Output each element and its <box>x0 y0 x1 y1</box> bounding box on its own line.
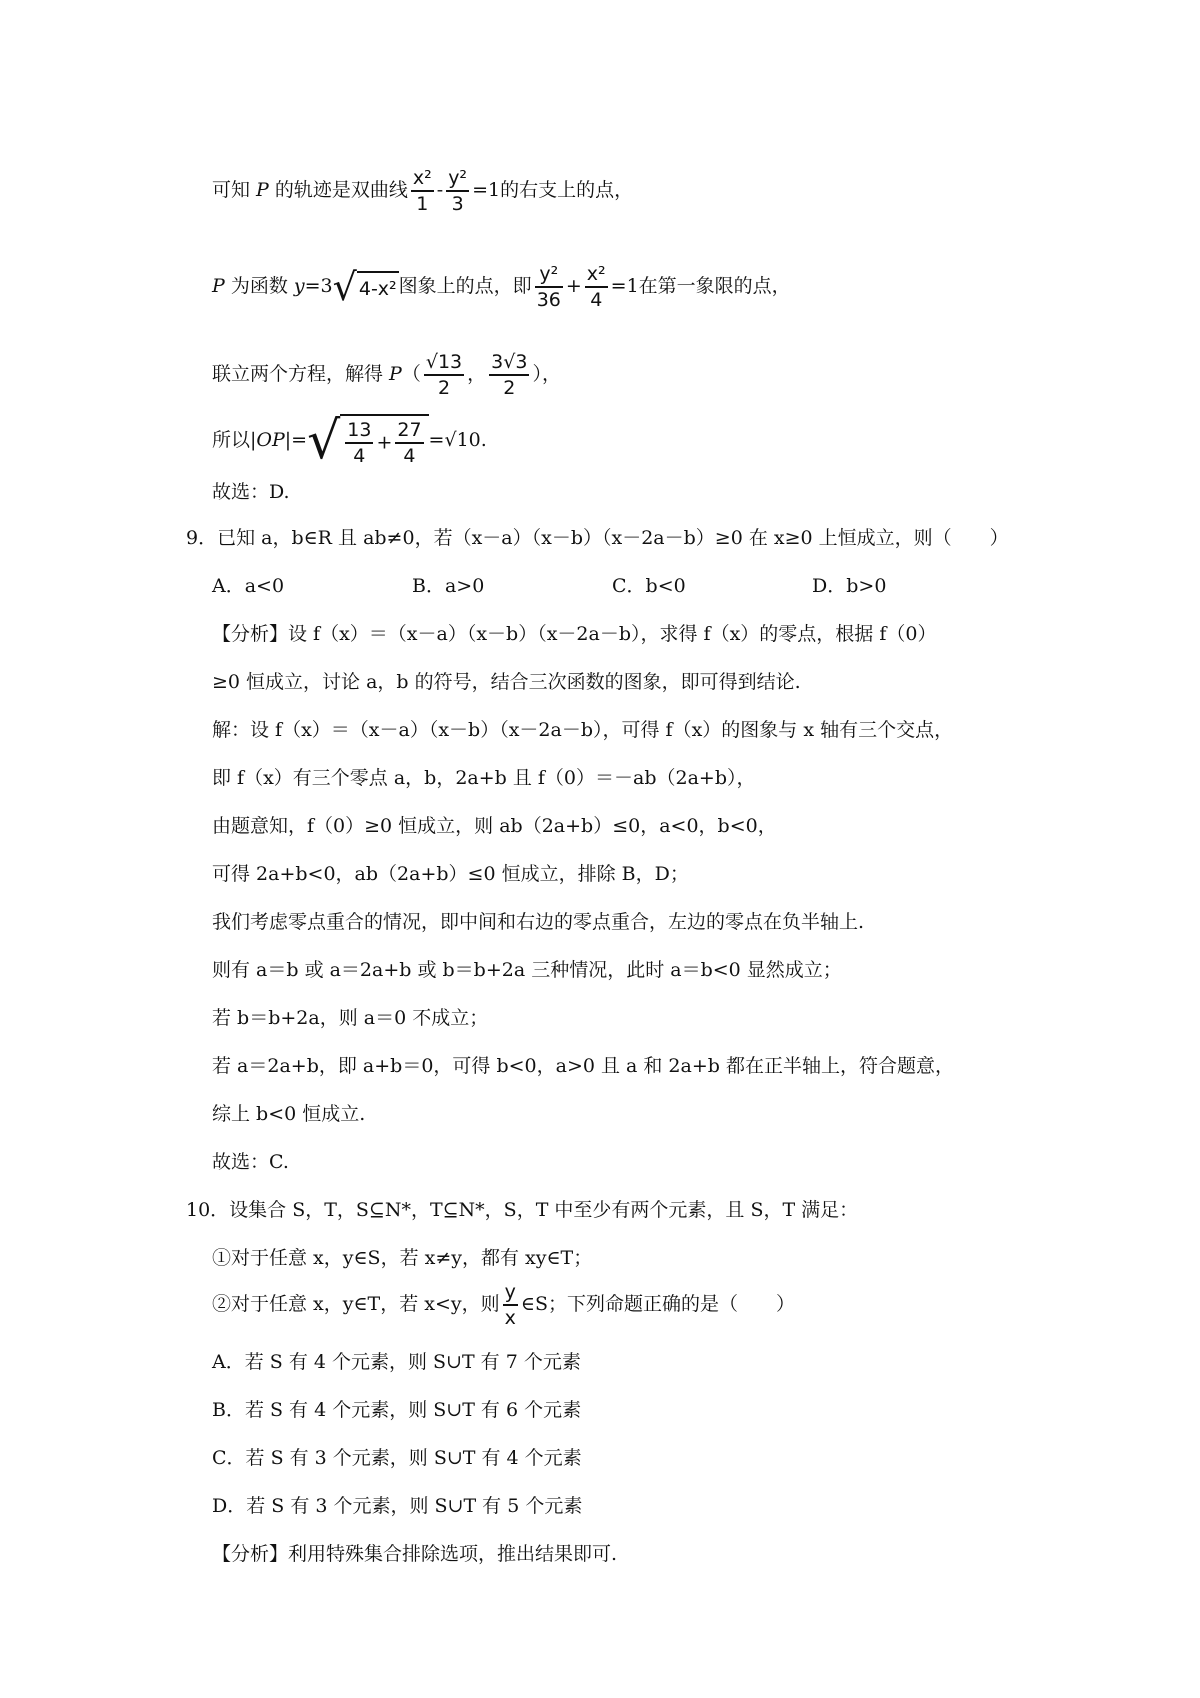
fraction <box>345 418 373 468</box>
var-p: P <box>389 363 402 385</box>
denominator: 2 <box>503 377 516 399</box>
fraction <box>395 418 423 468</box>
denominator: 4 <box>590 289 603 311</box>
q9-line: 则有 a＝b 或 a＝2a+b 或 b＝b+2a 三种情况，此时 a＝b<0 显然成立； <box>212 959 842 981</box>
text: - <box>436 179 444 201</box>
numerator: √13 <box>424 350 464 376</box>
text: ）， <box>532 363 561 385</box>
q9-line: 若 b＝b+2a，则 a＝0 不成立； <box>212 1007 489 1029</box>
numerator: y² <box>446 166 469 192</box>
numerator: x² <box>411 166 434 192</box>
line-solve <box>212 350 561 400</box>
denominator: 36 <box>536 289 561 311</box>
question-9-options <box>212 572 1012 600</box>
text: + <box>565 275 582 297</box>
fraction <box>489 350 529 400</box>
text: 可知 <box>212 179 257 201</box>
text: =√10. <box>428 429 487 451</box>
fraction <box>411 166 434 216</box>
var-p: P <box>212 275 225 297</box>
radical-sign: √ <box>332 265 357 309</box>
text: |= <box>284 429 308 451</box>
condition-1: ①对于任意 x，y∈S，若 x≠y，都有 xy∈T； <box>212 1247 593 1269</box>
text: 的轨迹是双曲线 <box>268 179 408 201</box>
text: =1的右支上的点， <box>472 179 634 201</box>
question-9-stem: 9．已知 a，b∈R 且 ab≠0，若（x－a）（x－b）（x－2a－b）≥0 在 x≥0 上恒成立，则（ ） <box>186 527 1009 549</box>
option-a: A．若 S 有 4 个元素，则 S∪T 有 7 个元素 <box>212 1351 581 1373</box>
radical-sign: √ <box>307 411 341 471</box>
fraction <box>503 1280 518 1330</box>
answer-8: 故选：D. <box>212 481 290 503</box>
numerator: 13 <box>345 418 373 444</box>
denominator: x <box>504 1307 516 1329</box>
var-p: P <box>256 179 269 201</box>
var-op: OP <box>256 429 285 451</box>
numerator: 3√3 <box>489 350 529 376</box>
q9-line: 若 a＝2a+b，即 a+b＝0，可得 b<0，a>0 且 a 和 2a+b 都在正半轴上，符合题意， <box>212 1055 954 1077</box>
text: =1在第一象限的点， <box>610 275 791 297</box>
fraction <box>585 262 608 312</box>
text: 联立两个方程，解得 <box>212 363 390 385</box>
numerator: x² <box>585 262 608 288</box>
q9-line: 我们考虑零点重合的情况，即中间和右边的零点重合，左边的零点在负半轴上. <box>212 911 865 933</box>
var-y: y <box>293 275 305 297</box>
option-a: A．a<0 <box>212 575 285 597</box>
denominator: 1 <box>416 193 429 215</box>
sqrt <box>332 265 399 309</box>
text: 图象上的点，即 <box>398 275 532 297</box>
q9-line: 由题意知，f（0）≥0 恒成立，则 ab（2a+b）≤0，a<0，b<0， <box>212 815 777 837</box>
text: + <box>376 431 393 454</box>
q9-line: ≥0 恒成立，讨论 a，b 的符号，结合三次函数的图象，即可得到结论. <box>212 671 801 693</box>
fraction <box>535 262 563 312</box>
fraction <box>446 166 469 216</box>
text: =3 <box>304 275 333 297</box>
denominator: 3 <box>451 193 464 215</box>
fraction <box>424 350 464 400</box>
denominator: 4 <box>403 445 416 467</box>
option-d: D．若 S 有 3 个元素，则 S∪T 有 5 个元素 <box>212 1495 583 1517</box>
line-op <box>212 411 487 471</box>
line-function <box>212 262 791 312</box>
text: ∈S；下列命题正确的是（ ） <box>520 1293 795 1315</box>
option-b: B．若 S 有 4 个元素，则 S∪T 有 6 个元素 <box>212 1399 582 1421</box>
q9-line: 综上 b<0 恒成立. <box>212 1103 366 1125</box>
radicand: 4-x² <box>357 271 399 303</box>
question-10-stem: 10．设集合 S，T，S⊆N*，T⊆N*，S，T 中至少有两个元素，且 S，T 满足： <box>186 1199 859 1221</box>
q9-line: 即 f（x）有三个零点 a，b，2a+b 且 f（0）＝－ab（2a+b）， <box>212 767 756 789</box>
text: 为函数 <box>224 275 294 297</box>
text: ②对于任意 x，y∈T，若 x<y，则 <box>212 1293 500 1315</box>
text: 所以| <box>212 429 257 451</box>
text: （ <box>401 363 421 385</box>
answer-9: 故选：C. <box>212 1151 289 1173</box>
numerator: y² <box>535 262 563 288</box>
sqrt <box>307 411 428 471</box>
q9-line: 【分析】设 f（x）＝（x－a）（x－b）（x－2a－b），求得 f（x）的零点，根据 f（0） <box>212 623 937 645</box>
denominator: 2 <box>437 377 451 399</box>
line-hyperbola <box>212 166 633 216</box>
denominator: 4 <box>353 445 366 467</box>
text: ， <box>467 363 487 385</box>
option-b: B．a>0 <box>412 575 485 597</box>
option-c: C．b<0 <box>612 575 686 597</box>
q10-analysis: 【分析】利用特殊集合排除选项，推出结果即可. <box>212 1543 618 1565</box>
q9-line: 可得 2a+b<0，ab（2a+b）≤0 恒成立，排除 B，D； <box>212 863 689 885</box>
option-c: C．若 S 有 3 个元素，则 S∪T 有 4 个元素 <box>212 1447 582 1469</box>
radicand <box>340 414 428 468</box>
q9-line: 解：设 f（x）＝（x－a）（x－b）（x－2a－b），可得 f（x）的图象与 x 轴有三个交点， <box>212 719 954 741</box>
condition-2 <box>212 1280 795 1330</box>
numerator: y <box>503 1280 518 1306</box>
option-d: D．b>0 <box>812 575 887 597</box>
numerator: 27 <box>395 418 423 444</box>
